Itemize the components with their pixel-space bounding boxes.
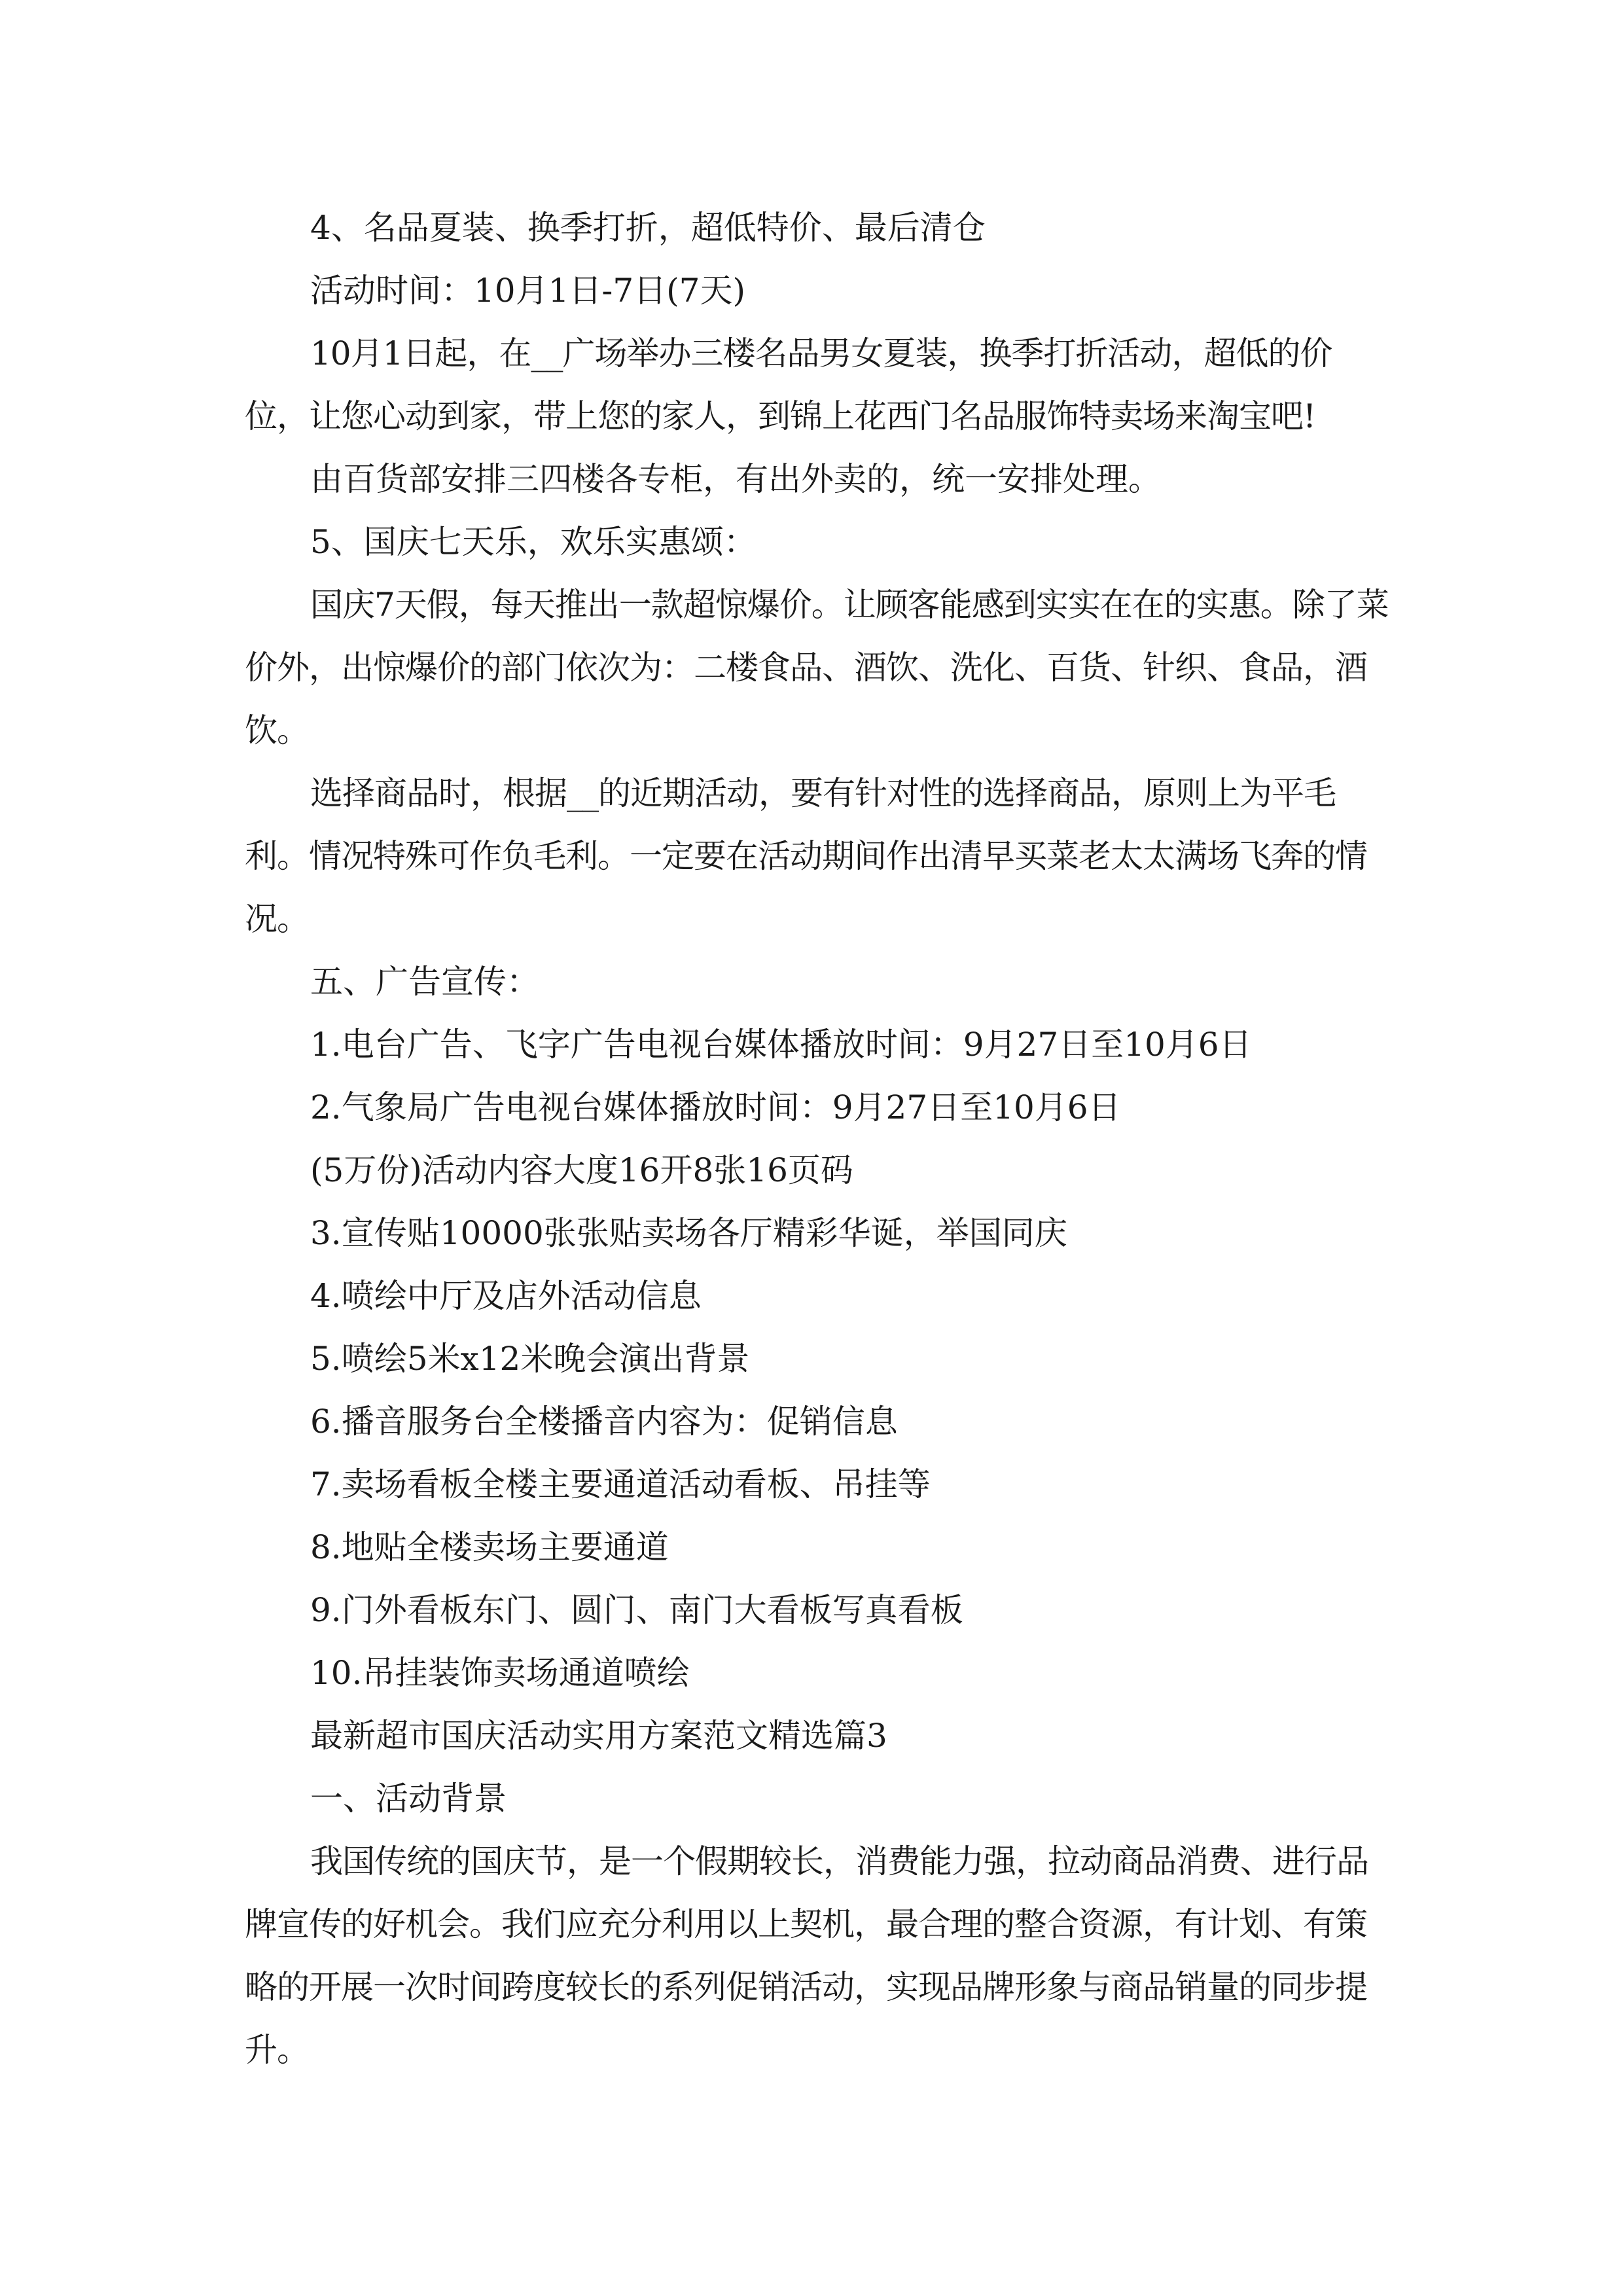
paragraph-ad-item-6: 6.播音服务台全楼播音内容为：促销信息 [310, 1403, 898, 1441]
paragraph-ad-item-4: 4.喷绘中厅及店外活动信息 [310, 1277, 702, 1315]
paragraph-ad-item-9: 9.门外看板东门、圆门、南门大看板写真看板 [310, 1591, 963, 1629]
paragraph-background-detail: 我国传统的国庆节，是一个假期较长，消费能力强，拉动商品消费、进行品牌宣传的好机会。我们应充分利用以上契机，最合理的整合资源，有计划、有策略的开展一次时间跨度较长的系列促销活动，实现品牌形象与商品销量的同步提升。 [245, 1842, 1368, 2069]
paragraph-ad-item-5: 5.喷绘5米x12米晚会演出背景 [310, 1340, 750, 1378]
paragraph-department-arrangement: 由百货部安排三四楼各专柜，有出外卖的，统一安排处理。 [310, 460, 1161, 498]
paragraph-ad-item-10: 10.吊挂装饰卖场通道喷绘 [310, 1654, 690, 1692]
paragraph-daily-deal: 国庆7天假，每天推出一款超惊爆价。让顾客能感到实实在在的实惠。除了菜价外，出惊爆价的部门依次为：二楼食品、酒饮、洗化、百货、针织、食品，酒饮。 [245, 586, 1389, 749]
paragraph-ad-item-3: 3.宣传贴10000张张贴卖场各厅精彩华诞，举国同庆 [310, 1214, 1067, 1252]
paragraph-advertising-heading: 五、广告宣传： [310, 963, 539, 1001]
paragraph-summer-clearance-detail: 10月1日起，在__广场举办三楼名品男女夏装，换季打折活动，超低的价位，让您心动到家，带上您的家人，到锦上花西门名品服饰特卖场来淘宝吧! [245, 334, 1332, 435]
document-page [245, 196, 1391, 2081]
paragraph-activity-time: 活动时间：10月1日-7日(7天) [310, 272, 745, 310]
paragraph-ad-item-2: 2.气象局广告电视台媒体播放时间：9月27日至10月6日 [310, 1088, 1121, 1126]
paragraph-ad-item-1: 1.电台广告、飞字广告电视台媒体播放时间：9月27日至10月6日 [310, 1026, 1252, 1064]
paragraph-summer-clearance-heading: 4、名品夏装、换季打折，超低特价、最后清仓 [310, 209, 986, 247]
paragraph-ad-flyer: (5万份)活动内容大度16开8张16页码 [310, 1151, 853, 1189]
paragraph-ad-item-7: 7.卖场看板全楼主要通道活动看板、吊挂等 [310, 1465, 931, 1503]
paragraph-seven-days-heading: 5、国庆七天乐，欢乐实惠颂： [310, 523, 757, 561]
paragraph-product-selection: 选择商品时，根据__的近期活动，要有针对性的选择商品，原则上为平毛利。情况特殊可作负毛利。一定要在活动期间作出清早买菜老太太满场飞奔的情况。 [245, 774, 1367, 938]
paragraph-section-title-3: 最新超市国庆活动实用方案范文精选篇3 [310, 1717, 887, 1755]
paragraph-background-heading: 一、活动背景 [310, 1780, 507, 1818]
paragraph-ad-item-8: 8.地贴全楼卖场主要通道 [310, 1528, 669, 1566]
